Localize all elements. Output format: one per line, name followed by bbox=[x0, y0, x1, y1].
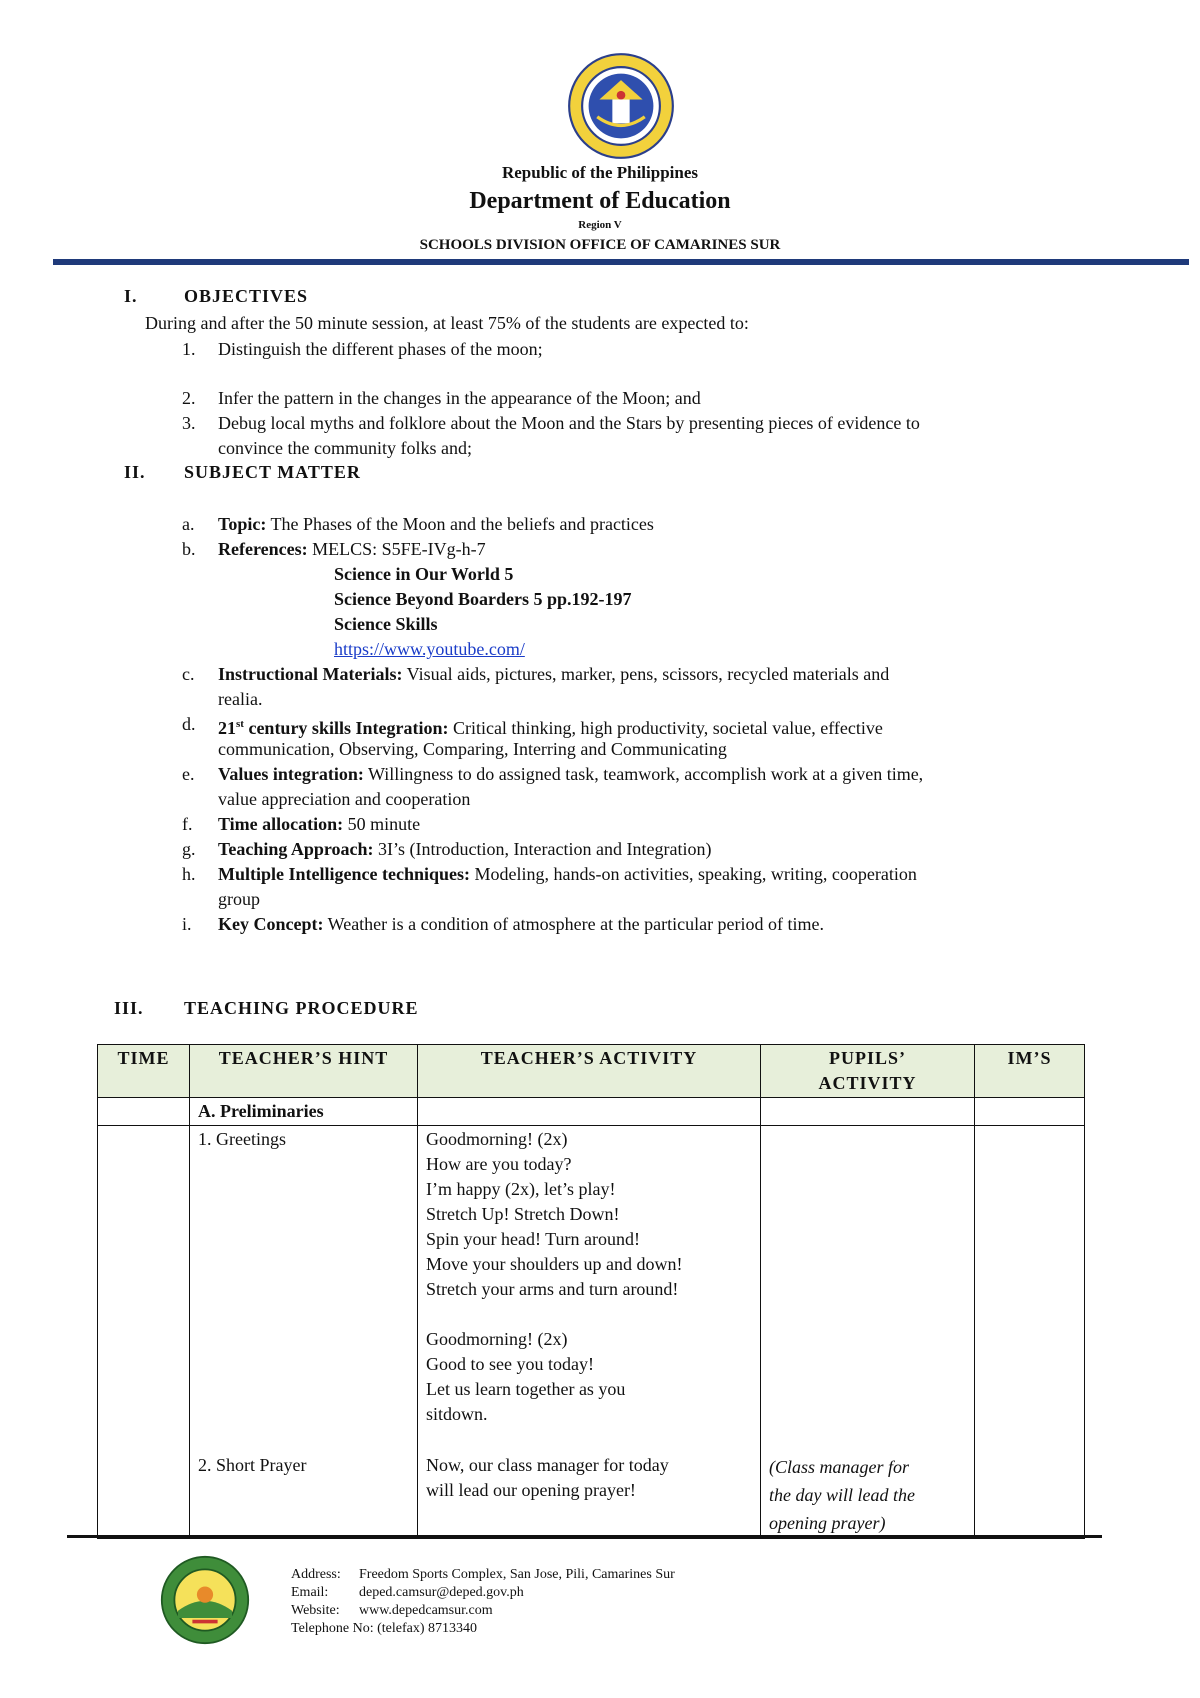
topic-letter: a. bbox=[182, 514, 195, 534]
objectives-heading: OBJECTIVES bbox=[184, 286, 309, 306]
mi-label: Multiple Intelligence techniques: bbox=[218, 864, 470, 884]
objective-number: 3. bbox=[182, 413, 196, 433]
values-value-continued: value appreciation and cooperation bbox=[218, 789, 471, 809]
time-letter: f. bbox=[182, 814, 193, 834]
concept-letter: i. bbox=[182, 914, 192, 934]
activity-short-prayer: Now, our class manager for today will lead our opening prayer! bbox=[426, 1455, 669, 1500]
division-seal-logo bbox=[160, 1555, 250, 1645]
column-header-time: TIME bbox=[98, 1045, 190, 1098]
header-divider bbox=[53, 259, 1189, 265]
column-header-teachers-activity: TEACHER’S ACTIVITY bbox=[418, 1045, 761, 1098]
objective-item: Debug local myths and folklore about the Moon and the Stars by presenting pieces of evidence to bbox=[218, 413, 920, 433]
republic-title: Republic of the Philippines bbox=[501, 163, 698, 182]
concept-line bbox=[218, 912, 824, 937]
hint-cell bbox=[190, 1126, 418, 1429]
references-value: MELCS: S5FE-IVg-h-7 bbox=[307, 539, 486, 559]
division-title: SCHOOLS DIVISION OFFICE OF CAMARINES SUR bbox=[419, 237, 781, 253]
topic-label: Topic: bbox=[218, 514, 267, 534]
table-cell bbox=[98, 1098, 190, 1126]
hint-greetings: 1. Greetings bbox=[198, 1129, 286, 1149]
column-header-ims: IM’S bbox=[975, 1045, 1085, 1098]
subject-matter-heading: SUBJECT MATTER bbox=[184, 462, 361, 482]
activity-greetings: Goodmorning! (2x) How are you today? I’m happy (2x), let’s play! Stretch Up! Stretch Down! Spin your head! Turn around! Move your shoulders up and down! Stretch your arms and turn around! Goodmorning! (2x) Good to see you today! Let us learn together as you sitdown. bbox=[426, 1129, 683, 1424]
procedure-heading: TEACHING PROCEDURE bbox=[184, 998, 419, 1018]
column-header-teachers-hint: TEACHER’S HINT bbox=[190, 1045, 418, 1098]
materials-value: Visual aids, pictures, marker, pens, scissors, recycled materials and bbox=[402, 664, 890, 684]
references-letter: b. bbox=[182, 539, 196, 559]
section-row bbox=[98, 1098, 1085, 1126]
reference-book: Science Skills bbox=[334, 614, 438, 634]
table-cell bbox=[98, 1428, 190, 1539]
mi-value: Modeling, hands-on activities, speaking, writing, cooperation bbox=[469, 864, 917, 884]
reference-book: Science Beyond Boarders 5 pp.192-197 bbox=[334, 589, 632, 609]
materials-line bbox=[218, 662, 889, 687]
skills-value-continued: communication, Observing, Comparing, Interring and Communicating bbox=[218, 739, 727, 759]
time-value: 50 minute bbox=[343, 814, 421, 834]
skills-letter: d. bbox=[182, 714, 196, 734]
materials-value-continued: realia. bbox=[218, 689, 263, 709]
references-label: References: bbox=[218, 539, 308, 559]
skills-label: 21st century skills Integration: bbox=[218, 718, 449, 738]
activity-cell bbox=[418, 1126, 761, 1429]
objectives-intro: During and after the 50 minute session, at least 75% of the students are expected to: bbox=[145, 313, 749, 333]
objective-item-continued: convince the community folks and; bbox=[218, 438, 472, 458]
column-header-pupils-activity: PUPILS’ ACTIVITY bbox=[761, 1045, 975, 1098]
values-label: Values integration: bbox=[218, 764, 364, 784]
time-label: Time allocation: bbox=[218, 814, 344, 834]
reference-link[interactable]: https://www.youtube.com/ bbox=[334, 639, 525, 659]
topic-value: The Phases of the Moon and the beliefs and practices bbox=[266, 514, 654, 534]
activity-cell bbox=[418, 1428, 761, 1539]
objectives-numeral: I. bbox=[124, 286, 138, 306]
values-value: Willingness to do assigned task, teamwork, accomplish work at a given time, bbox=[363, 764, 924, 784]
section-label: A. Preliminaries bbox=[190, 1098, 418, 1126]
footer-email: Email: deped.camsur@deped.gov.ph bbox=[291, 1585, 524, 1600]
footer-website: Website: www.depedcamsur.com bbox=[291, 1603, 493, 1618]
table-cell bbox=[418, 1098, 761, 1126]
values-letter: e. bbox=[182, 764, 195, 784]
footer-telephone: Telephone No: (telefax) 8713340 bbox=[291, 1621, 478, 1636]
objective-item: Distinguish the different phases of the moon; bbox=[218, 339, 543, 359]
objective-number: 1. bbox=[182, 339, 196, 359]
region-label: Region V bbox=[578, 219, 622, 231]
approach-line bbox=[218, 837, 711, 862]
hint-short-prayer: 2. Short Prayer bbox=[198, 1455, 307, 1475]
approach-label: Teaching Approach: bbox=[218, 839, 374, 859]
table-cell bbox=[761, 1098, 975, 1126]
objective-number: 2. bbox=[182, 388, 196, 408]
objective-item: Infer the pattern in the changes in the appearance of the Moon; and bbox=[218, 388, 701, 408]
concept-value: Weather is a condition of atmosphere at the particular period of time. bbox=[323, 914, 825, 934]
deped-seal-logo bbox=[567, 52, 675, 160]
pupils-short-prayer: (Class manager for the day will lead the opening prayer) bbox=[769, 1457, 915, 1533]
references-line bbox=[218, 537, 486, 562]
topic-line bbox=[218, 512, 654, 537]
table-cell bbox=[98, 1126, 190, 1429]
department-title: Department of Education bbox=[469, 188, 731, 214]
procedure-table bbox=[97, 1044, 1085, 1539]
footer-divider bbox=[67, 1535, 1102, 1538]
table-cell bbox=[975, 1098, 1085, 1126]
concept-label: Key Concept: bbox=[218, 914, 324, 934]
table-row bbox=[98, 1428, 1085, 1539]
hint-cell bbox=[190, 1428, 418, 1539]
materials-label: Instructional Materials: bbox=[218, 664, 403, 684]
mi-value-continued: group bbox=[218, 889, 260, 909]
table-row bbox=[98, 1126, 1085, 1429]
pupils-cell bbox=[761, 1126, 975, 1429]
table-cell bbox=[975, 1126, 1085, 1429]
mi-line bbox=[218, 862, 917, 887]
footer-address: Address: Freedom Sports Complex, San Jose, Pili, Camarines Sur bbox=[291, 1567, 675, 1582]
mi-letter: h. bbox=[182, 864, 196, 884]
approach-value: 3I’s (Introduction, Interaction and Integration) bbox=[373, 839, 712, 859]
materials-letter: c. bbox=[182, 664, 195, 684]
values-line bbox=[218, 762, 923, 787]
table-header-row bbox=[98, 1045, 1085, 1098]
time-line bbox=[218, 812, 420, 837]
procedure-numeral: III. bbox=[114, 998, 144, 1018]
approach-letter: g. bbox=[182, 839, 196, 859]
skills-value: Critical thinking, high productivity, societal value, effective bbox=[448, 718, 883, 738]
subject-matter-numeral: II. bbox=[124, 462, 146, 482]
table-cell bbox=[975, 1428, 1085, 1539]
reference-book: Science in Our World 5 bbox=[334, 564, 514, 584]
pupils-cell bbox=[761, 1428, 975, 1539]
